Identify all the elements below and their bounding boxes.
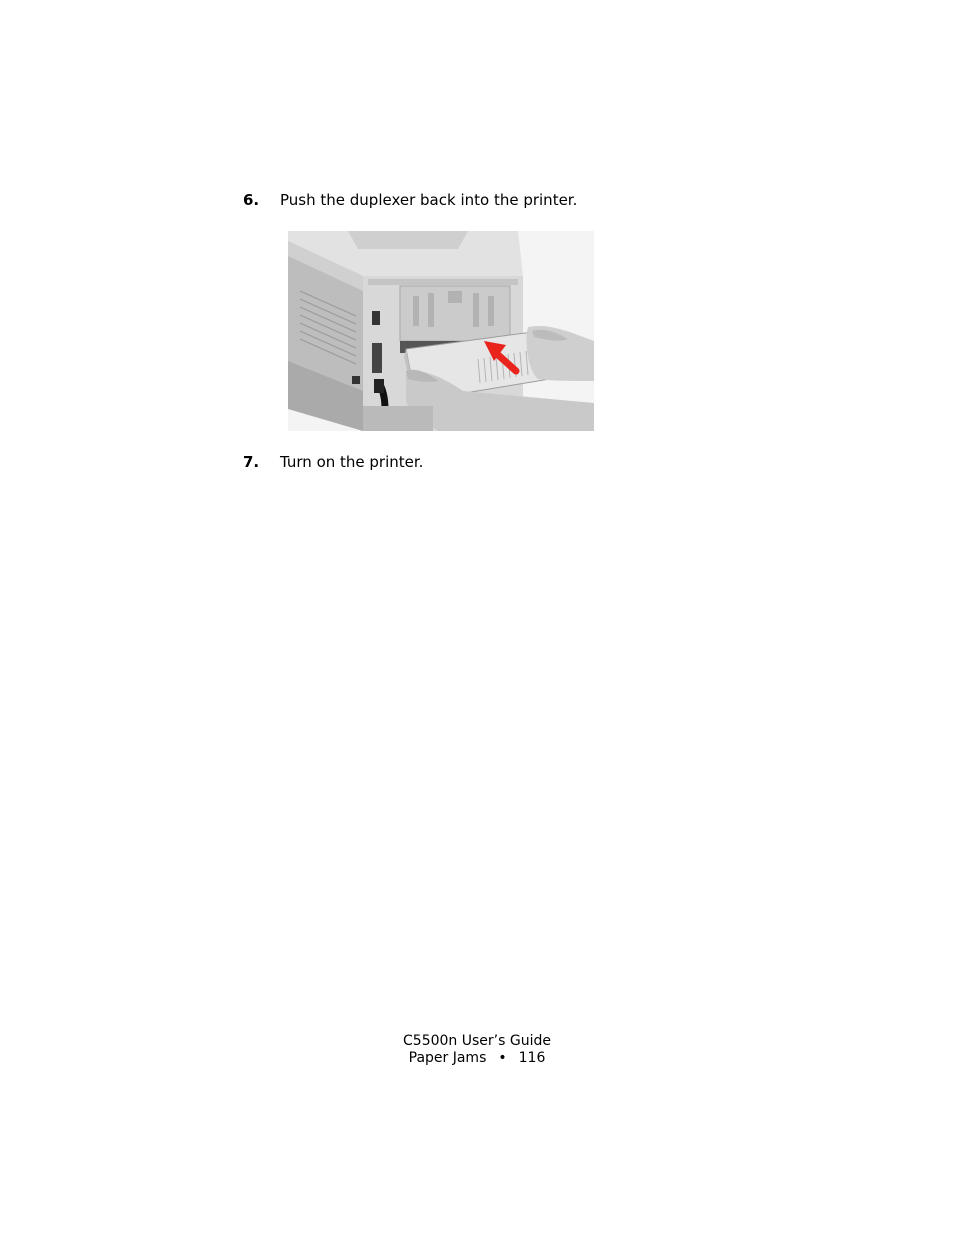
step-7 (243, 453, 423, 471)
footer-separator: • (498, 1050, 507, 1066)
step-6-text: Push the duplexer back into the printer. (280, 191, 578, 209)
footer-page-info (0, 1050, 954, 1067)
step-6-number: 6. (243, 191, 260, 209)
step-6 (243, 191, 577, 209)
footer-page-number: 116 (518, 1050, 546, 1066)
footer-guide-title: C5500n User’s Guide (403, 1033, 551, 1049)
step-7-text: Turn on the printer. (280, 453, 424, 471)
duplexer-photo (288, 231, 594, 431)
step-7-number: 7. (243, 453, 260, 471)
footer-section: Paper Jams (408, 1050, 487, 1066)
